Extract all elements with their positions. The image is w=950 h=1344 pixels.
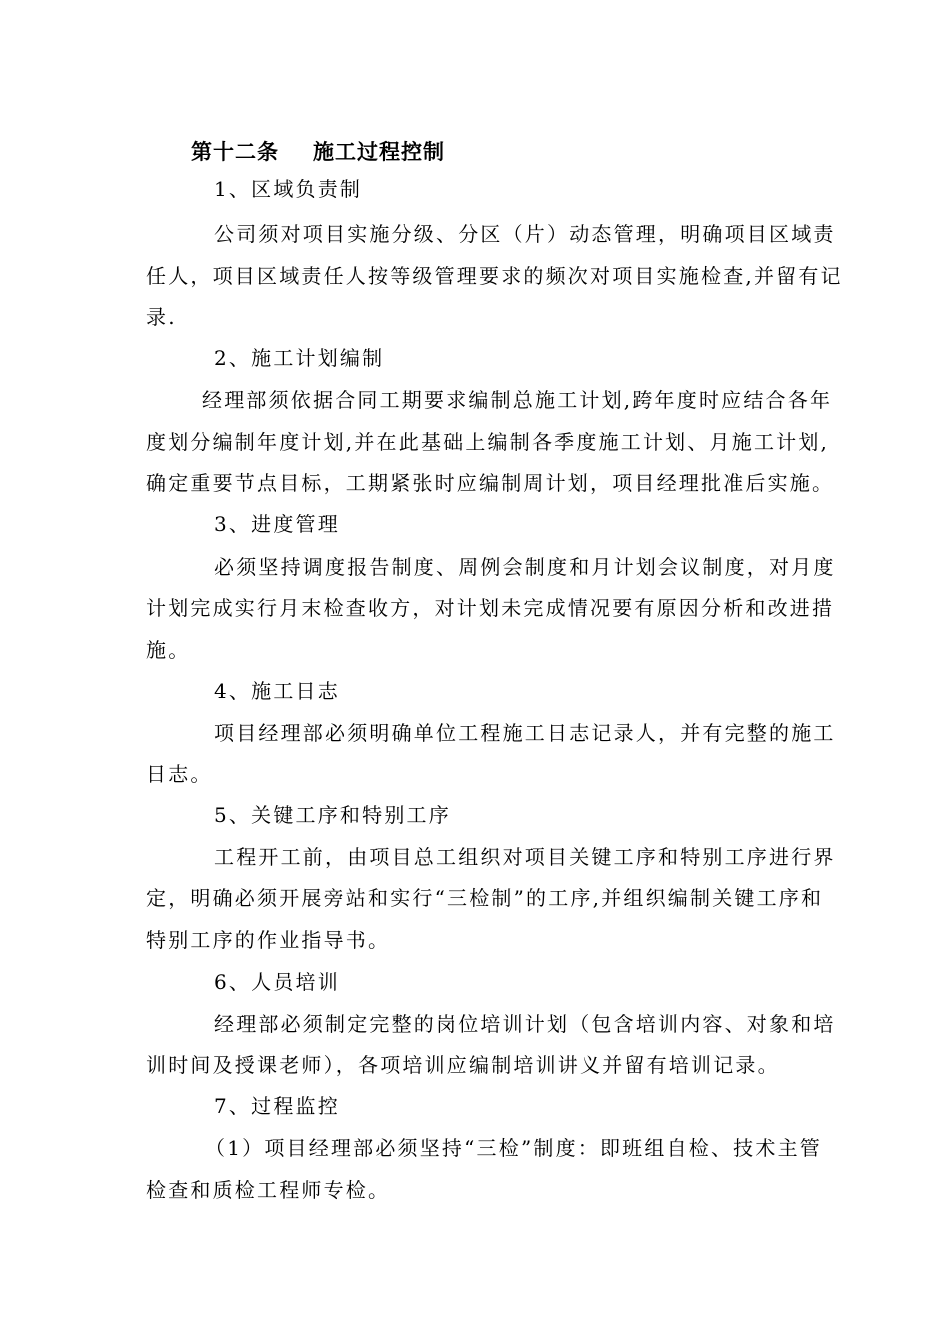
section-heading: 1、区域负责制 [214,177,363,201]
paragraph-line: 经理部须依据合同工期要求编制总施工计划,跨年度时应结合各年 [202,388,833,412]
section-heading: 4、施工日志 [214,679,340,703]
paragraph-line: 录. [146,305,177,329]
paragraph-line: （1）项目经理部必须坚持“三检”制度：即班组自检、技术主管 [205,1136,822,1160]
paragraph-line: 工程开工前，由项目总工组织对项目关键工序和特别工序进行界 [214,845,836,869]
section-heading: 2、施工计划编制 [214,346,385,370]
paragraph-line: 训时间及授课老师），各项培训应编制培训讲义并留有培训记录。 [146,1053,780,1077]
article-title [191,136,445,166]
section-heading: 6、人员培训 [214,970,340,994]
paragraph-line: 特别工序的作业指导书。 [146,928,391,952]
paragraph-line: 日志。 [146,762,213,786]
paragraph-line: 检查和质检工程师专检。 [146,1178,391,1202]
section-heading: 5、关键工序和特别工序 [214,803,451,827]
paragraph-line: 项目经理部必须明确单位工程施工日志记录人，并有完整的施工 [214,721,836,745]
section-heading: 3、进度管理 [214,512,340,536]
article-number: 第十二条 [191,139,279,164]
article-heading: 施工过程控制 [313,139,445,164]
paragraph-line: 经理部必须制定完整的岗位培训计划（包含培训内容、对象和培 [214,1012,836,1036]
paragraph-line: 确定重要节点目标，工期紧张时应编制周计划，项目经理批准后实施。 [146,471,835,495]
paragraph-line: 任人，项目区域责任人按等级管理要求的频次对项目实施检查,并留有记 [146,264,843,288]
paragraph-line: 公司须对项目实施分级、分区（片）动态管理，明确项目区域责 [214,222,836,246]
paragraph-line: 施。 [146,638,191,662]
paragraph-line: 度划分编制年度计划,并在此基础上编制各季度施工计划、月施工计划, [146,430,830,454]
section-heading: 7、过程监控 [214,1094,340,1118]
paragraph-line: 定，明确必须开展旁站和实行“三检制”的工序,并组织编制关键工序和 [146,886,824,910]
paragraph-line: 必须坚持调度报告制度、周例会制度和月计划会议制度，对月度 [214,555,836,579]
paragraph-line: 计划完成实行月末检查收方，对计划未完成情况要有原因分析和改进措 [146,596,835,620]
